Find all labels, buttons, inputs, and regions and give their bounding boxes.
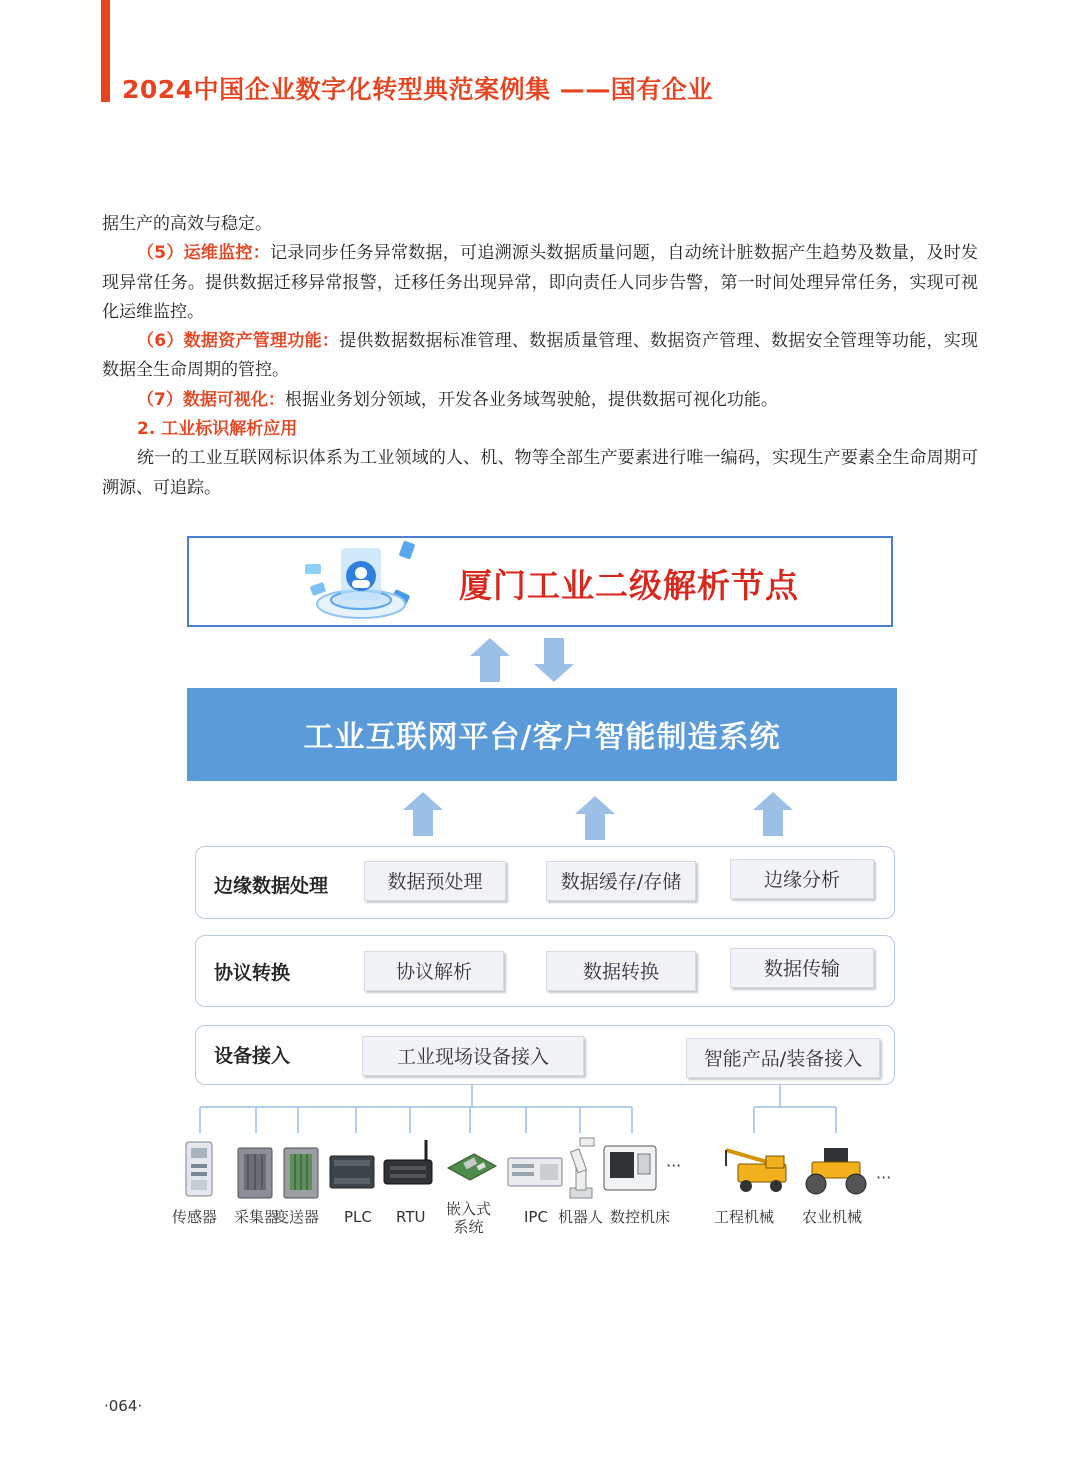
embedded-system-label-line1: 嵌入式 [446, 1200, 492, 1218]
transmitter-label: 变送器 [274, 1208, 320, 1226]
robot-icon [564, 1134, 598, 1200]
layer-item: 数据传输 [730, 948, 874, 988]
more-devices-indicator: ··· [876, 1168, 892, 1187]
ipc-label: IPC [524, 1208, 548, 1226]
paragraph-identifier-system: 统一的工业互联网标识体系为工业领域的人、机、物等全部生产要素进行唯一编码，实现生产要素全生命周期可溯源、可追踪。 [102, 448, 978, 498]
sensor-label: 传感器 [172, 1208, 218, 1226]
plc-label: PLC [344, 1208, 372, 1226]
embedded-system-label-line2: 系统 [453, 1218, 484, 1236]
article-body [102, 210, 978, 503]
embedded-system-label [446, 1200, 491, 1236]
layer-item: 数据缓存/存储 [546, 861, 696, 901]
node-hologram-icon [301, 540, 423, 626]
layer-title: 设备接入 [214, 1045, 291, 1067]
platform-label: 工业互联网平台/客户智能制造系统 [303, 720, 781, 755]
ipc-icon [506, 1154, 564, 1190]
layer-item: 协议解析 [364, 951, 504, 991]
engineering-machinery-icon [718, 1144, 792, 1194]
ops-monitoring-text: 记录同步任务异常数据，可追溯源头数据质量问题，自动统计脏数据产生趋势及数量，及时发现异常任务。提供数据迁移异常报警，迁移任务出现异常，即向责任人同步告警，第一时间处理异常任务，实现可视化运维监控。 [102, 243, 978, 322]
up-arrow-icon [753, 792, 793, 836]
more-devices-indicator: ··· [666, 1156, 682, 1175]
robot-label: 机器人 [558, 1208, 604, 1226]
asset-management-text: 提供数据数据标准管理、数据质量管理、数据资产管理、数据安全管理等功能，实现数据全生命周期的管控。 [102, 331, 979, 381]
layer-protocol-conversion [195, 935, 895, 1007]
embedded-system-icon [444, 1150, 500, 1184]
cnc-label: 数控机床 [610, 1208, 671, 1226]
platform-bar [187, 688, 897, 781]
device-connector-lines [160, 1085, 920, 1145]
visualization-label: （7）数据可视化： [137, 389, 285, 410]
layer-device-access [195, 1025, 895, 1085]
sensor-icon [184, 1140, 214, 1198]
double-arrow-icon [470, 638, 580, 686]
cnc-machine-icon [600, 1142, 660, 1194]
up-arrow-icon [403, 792, 443, 836]
resolution-node-label: 厦门工业二级解析节点 [459, 566, 799, 605]
plc-icon [328, 1152, 376, 1192]
layer-edge-processing [195, 846, 895, 919]
layer-title: 协议转换 [214, 962, 291, 984]
up-arrow-icon [575, 796, 615, 840]
paragraph-ops-monitoring [102, 239, 978, 327]
header-accent-bar [101, 0, 110, 102]
transmitter-icon [282, 1146, 320, 1200]
header-title: 2024中国企业数字化转型典范案例集 ——国有企业 [122, 75, 713, 104]
agricultural-machinery-icon [800, 1144, 872, 1196]
layer-item: 数据预处理 [364, 861, 506, 901]
architecture-diagram [160, 520, 920, 1250]
layer-item: 工业现场设备接入 [362, 1036, 584, 1076]
asset-management-label: （6）数据资产管理功能： [137, 331, 340, 352]
rtu-icon [380, 1138, 436, 1192]
rtu-label: RTU [396, 1208, 426, 1226]
layer-title: 边缘数据处理 [214, 875, 329, 897]
collector-icon [236, 1146, 274, 1200]
collector-label: 采集器 [234, 1208, 280, 1226]
paragraph-asset-management [102, 327, 978, 386]
paragraph-visualization [102, 386, 978, 415]
ops-monitoring-label: （5）运维监控： [137, 243, 271, 264]
paragraph-continuation: 据生产的高效与稳定。 [102, 214, 272, 234]
agricultural-machinery-label: 农业机械 [802, 1208, 863, 1226]
resolution-node-box [187, 536, 893, 627]
layer-item: 数据转换 [546, 951, 696, 991]
visualization-text: 根据业务划分领域，开发各业务域驾驶舱，提供数据可视化功能。 [284, 389, 778, 410]
page-number: ·064· [104, 1397, 143, 1415]
layer-item: 智能产品/装备接入 [686, 1038, 880, 1078]
section-subheading: 2. 工业标识解析应用 [137, 419, 298, 440]
layer-item: 边缘分析 [730, 859, 874, 899]
engineering-machinery-label: 工程机械 [714, 1208, 775, 1226]
